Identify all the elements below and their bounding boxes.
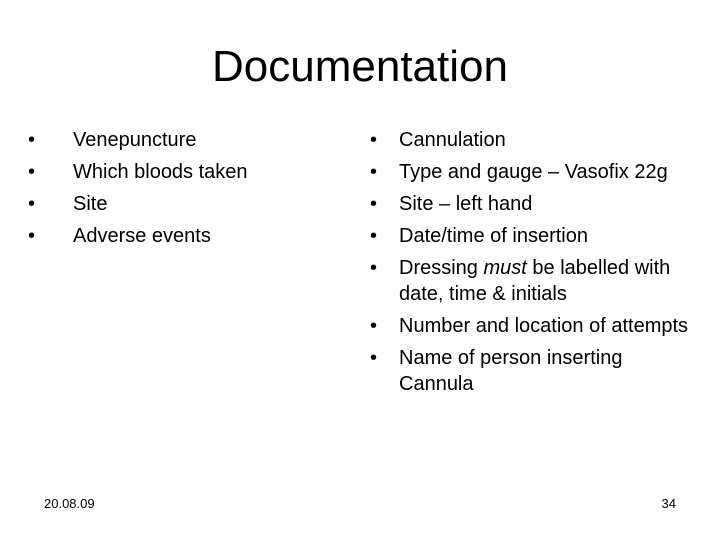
bullet-text: Venepuncture — [73, 129, 197, 151]
list-item — [368, 159, 698, 185]
bullet-icon: • — [370, 315, 378, 337]
bullet-text-emphasis: must — [483, 257, 527, 279]
bullet-text: Cannulation — [399, 129, 506, 151]
bullet-icon: • — [370, 225, 378, 247]
bullet-text: Number and location of attempts — [399, 315, 689, 337]
list-item — [368, 191, 698, 217]
slide-title: Documentation — [212, 42, 508, 91]
bullet-text: Which bloods taken — [73, 161, 248, 183]
bullet-icon: • — [370, 347, 378, 369]
list-item — [368, 255, 698, 307]
list-item — [368, 223, 698, 249]
bullet-text: Adverse events — [73, 225, 211, 247]
bullet-text: Date/time of insertion — [399, 225, 588, 247]
list-item — [368, 127, 698, 153]
bullet-icon: • — [370, 129, 378, 151]
footer-date: 20.08.09 — [44, 496, 95, 511]
bullet-icon: • — [28, 129, 36, 151]
page-number: 34 — [661, 496, 676, 511]
list-item — [28, 127, 328, 153]
bullet-text: Site – left hand — [399, 193, 533, 215]
bullet-text: Name of person inserting Cannula — [399, 347, 623, 395]
list-item — [28, 223, 328, 249]
bullet-icon: • — [28, 225, 36, 247]
list-item — [28, 191, 328, 217]
bullet-text-after: be labelled with date, time & initials — [399, 257, 671, 305]
list-item — [28, 159, 328, 185]
bullet-icon: • — [370, 161, 378, 183]
list-item — [368, 313, 698, 339]
bullet-text-before: Dressing — [399, 257, 484, 279]
list-item — [368, 345, 698, 397]
right-bullet-list — [368, 127, 698, 403]
bullet-text: Site — [73, 193, 108, 215]
bullet-icon: • — [370, 257, 378, 279]
left-bullet-list — [28, 127, 328, 255]
bullet-icon: • — [370, 193, 378, 215]
bullet-text: Type and gauge – Vasofix 22g — [399, 161, 668, 183]
bullet-icon: • — [28, 193, 36, 215]
bullet-icon: • — [28, 161, 36, 183]
